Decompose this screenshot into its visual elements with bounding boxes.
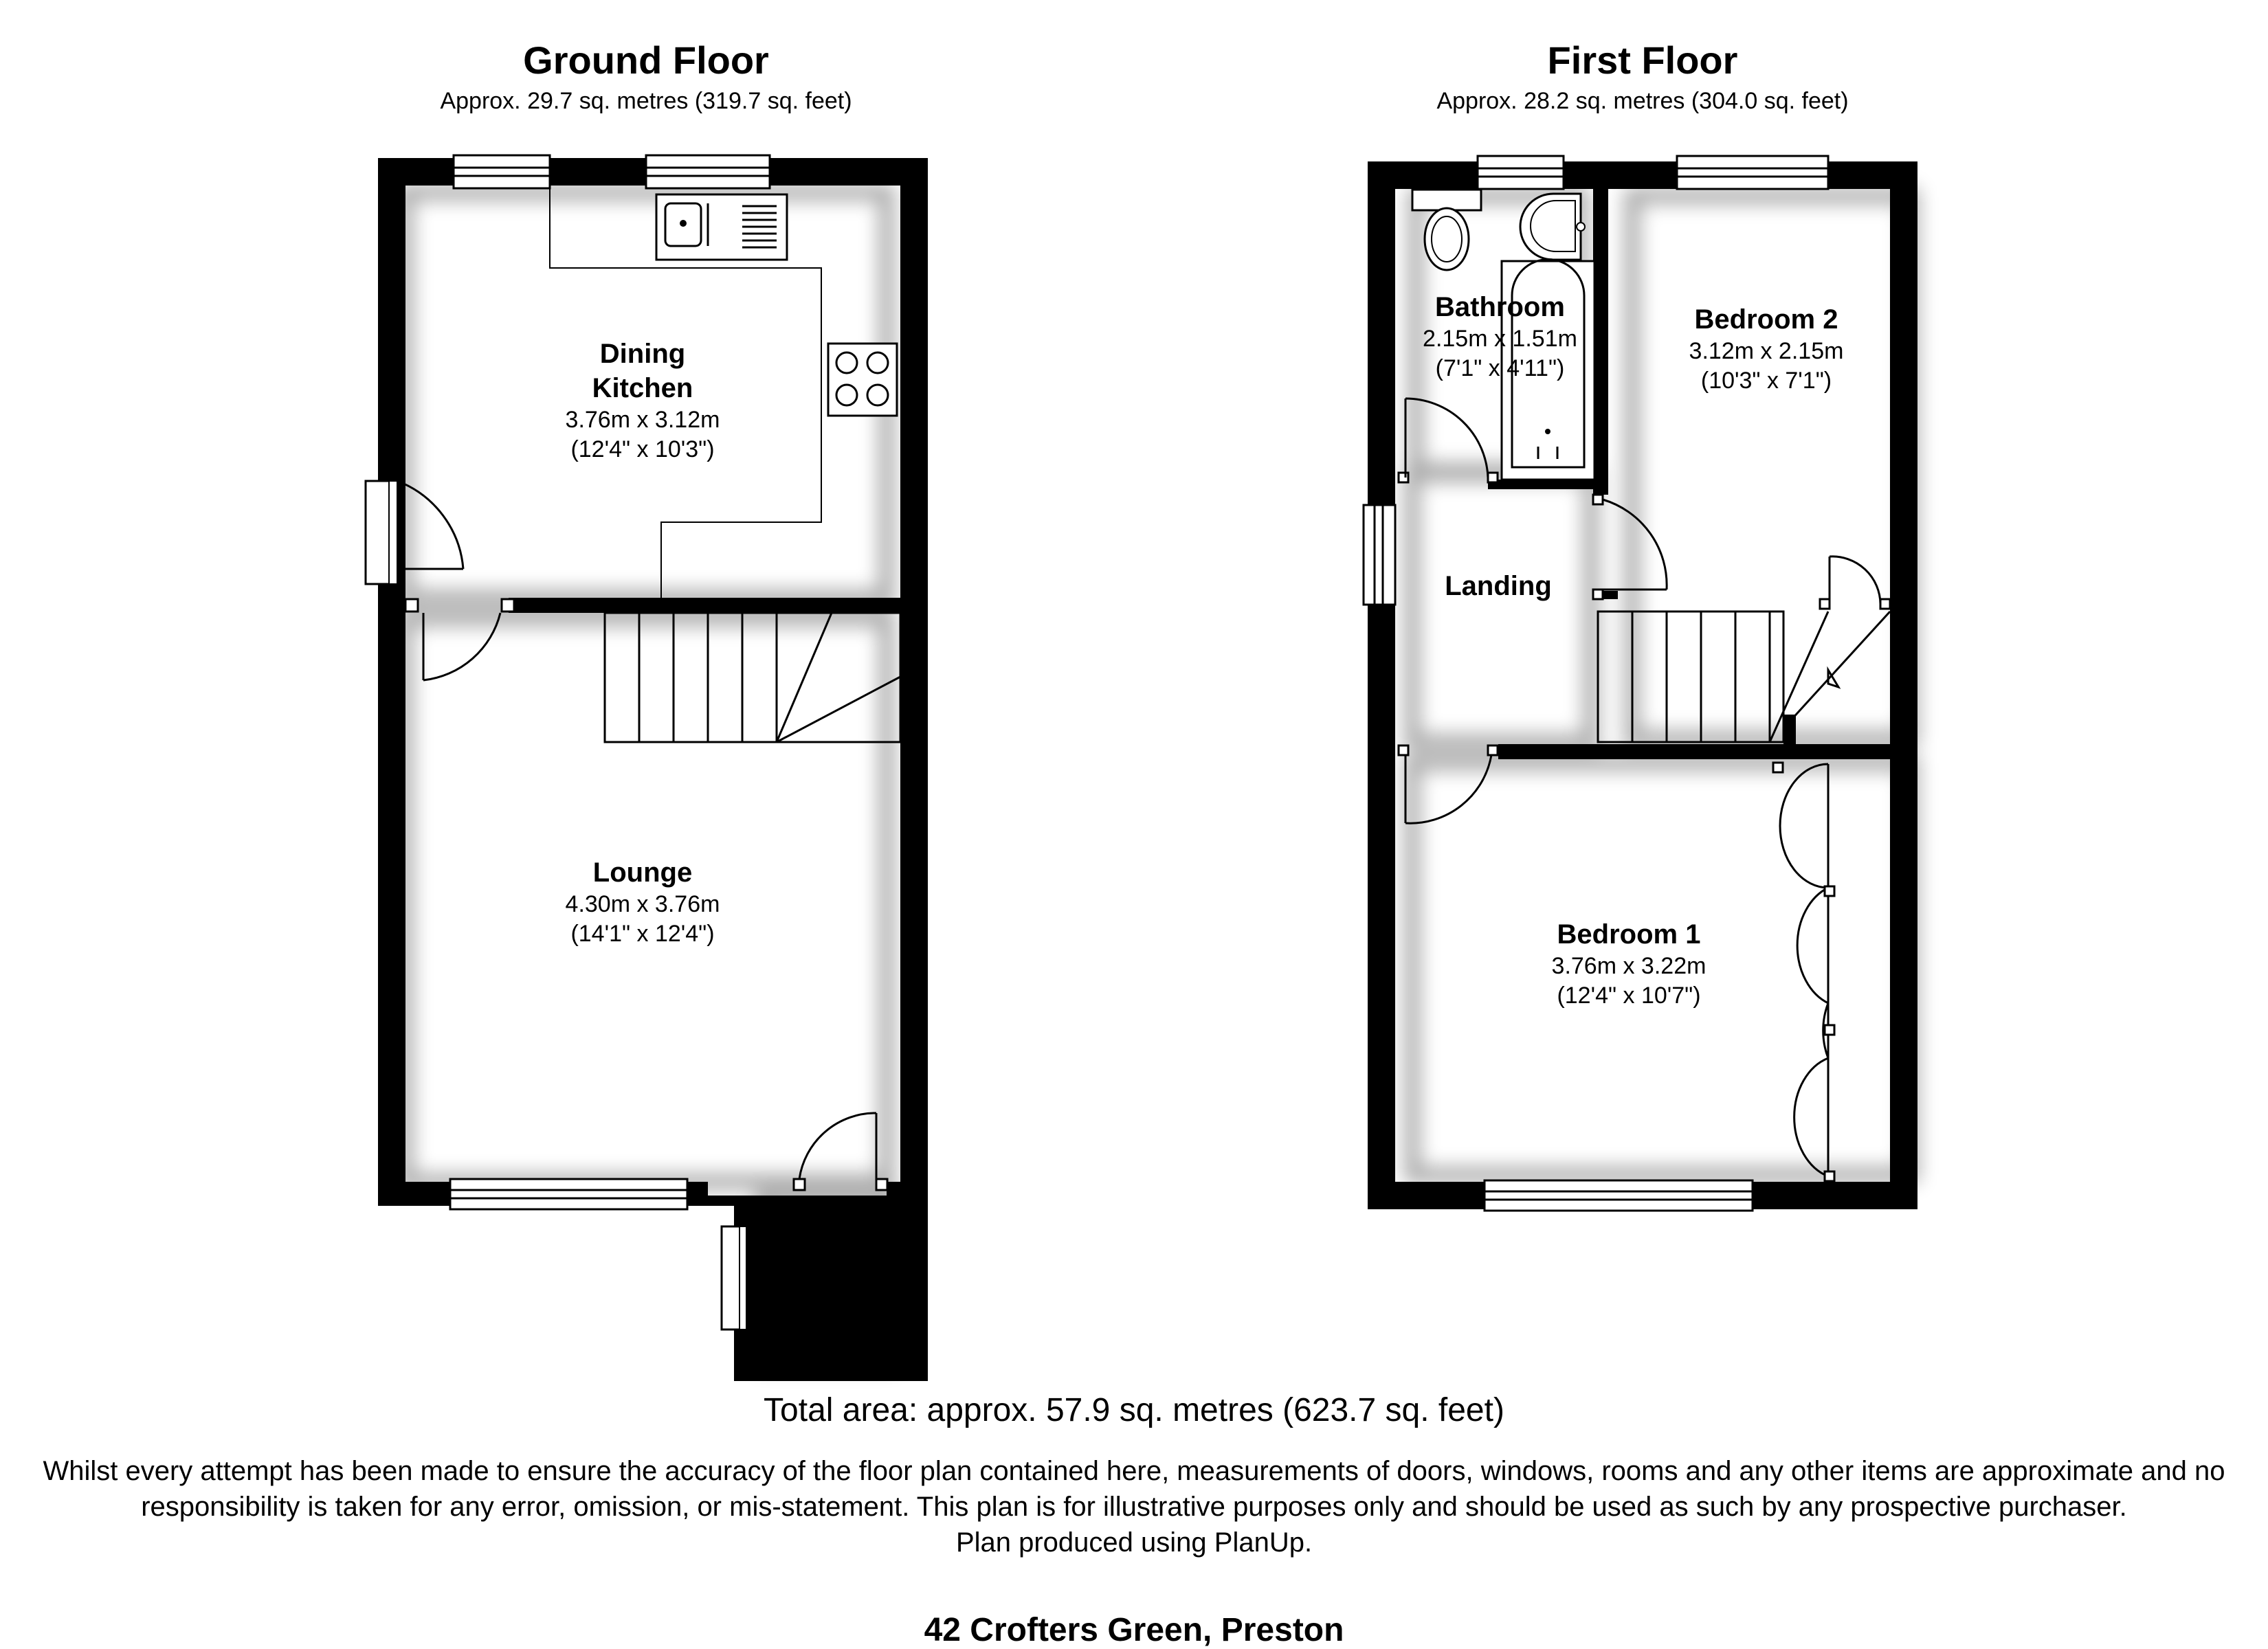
room-dimensions-metric: 2.15m x 1.51m xyxy=(1423,326,1577,352)
room-dimensions-metric: 3.76m x 3.22m xyxy=(1551,953,1706,979)
wall-kitchen-lounge xyxy=(509,598,900,613)
total-area: Total area: approx. 57.9 sq. metres (623.7 sq. feet) xyxy=(764,1392,1504,1428)
ground-floor-area: Approx. 29.7 sq. metres (319.7 sq. feet) xyxy=(440,88,852,114)
landing-window xyxy=(1364,505,1395,605)
room-name: Dining xyxy=(599,339,686,369)
wall-bedroom2-bottom xyxy=(1601,591,1618,599)
room-name: Hall xyxy=(803,1283,854,1314)
kitchen-hob-icon xyxy=(828,344,897,416)
room-entrance-hall xyxy=(753,1247,904,1316)
room-lounge xyxy=(505,855,780,948)
room-dining-kitchen xyxy=(505,337,780,464)
wall-landing-bedroom1 xyxy=(1498,744,1890,759)
room-dimensions-imperial: (12'4" x 10'7") xyxy=(1557,982,1701,1009)
room-name: Bedroom 2 xyxy=(1694,304,1838,335)
wall-bathroom-bottom xyxy=(1488,480,1608,489)
room-bathroom xyxy=(1402,290,1598,383)
room-bedroom-1 xyxy=(1491,917,1766,1010)
room-dimensions-metric: 3.76m x 3.12m xyxy=(565,407,720,433)
room-name: Bathroom xyxy=(1435,292,1565,322)
washbasin-icon xyxy=(1520,194,1585,260)
cupboard-door xyxy=(1820,557,1890,609)
room-name: Lounge xyxy=(592,857,693,888)
kitchen-window-right xyxy=(646,155,770,188)
room-dimensions-metric: 4.30m x 3.76m xyxy=(565,891,720,917)
disclaimer xyxy=(41,1453,2227,1560)
disclaimer-text: Whilst every attempt has been made to ensure the accuracy of the floor plan contained here, measurements of doors, windows, rooms and any other items are approximate and no responsibility is taken for any error, omission, or mis-statement. This plan is for illustrative purposes only and should be used as such by any prospective purchaser. xyxy=(43,1456,2225,1522)
room-landing xyxy=(1402,569,1594,603)
room-name: Landing xyxy=(1445,571,1552,601)
bedroom2-window xyxy=(1677,156,1828,189)
room-dimensions-imperial: (12'4" x 10'3") xyxy=(570,436,715,462)
first-floor-area: Approx. 28.2 sq. metres (304.0 sq. feet) xyxy=(1436,88,1849,114)
room-name: Kitchen xyxy=(592,373,693,403)
room-dimensions-metric: 3.12m x 2.15m xyxy=(1689,338,1844,364)
ground-floor-stairs xyxy=(605,613,900,742)
bedroom1-window xyxy=(1485,1180,1753,1211)
plan-credit: Plan produced using PlanUp. xyxy=(955,1527,1313,1558)
room-dimensions-imperial: (7'1" x 4'11") xyxy=(1435,355,1565,381)
lounge-window xyxy=(450,1179,687,1209)
kitchen-sink-icon xyxy=(656,194,787,260)
bathroom-window xyxy=(1478,156,1564,189)
kitchen-side-door xyxy=(366,481,463,584)
first-floor-title: First Floor xyxy=(1547,38,1738,82)
room-dimensions-imperial: (10'3" x 7'1") xyxy=(1700,367,1832,394)
wardrobe-doors xyxy=(1773,763,1834,1181)
room-name: Bedroom 1 xyxy=(1557,919,1701,950)
room-name: Entrance xyxy=(769,1249,887,1279)
first-floor-stairs xyxy=(1598,612,1890,742)
kitchen-window-left xyxy=(454,155,550,188)
room-bedroom-2 xyxy=(1629,302,1904,395)
ground-floor-title: Ground Floor xyxy=(523,38,769,82)
room-dimensions-imperial: (14'1" x 12'4") xyxy=(570,920,715,947)
property-address: 42 Crofters Green, Preston xyxy=(924,1612,1344,1648)
